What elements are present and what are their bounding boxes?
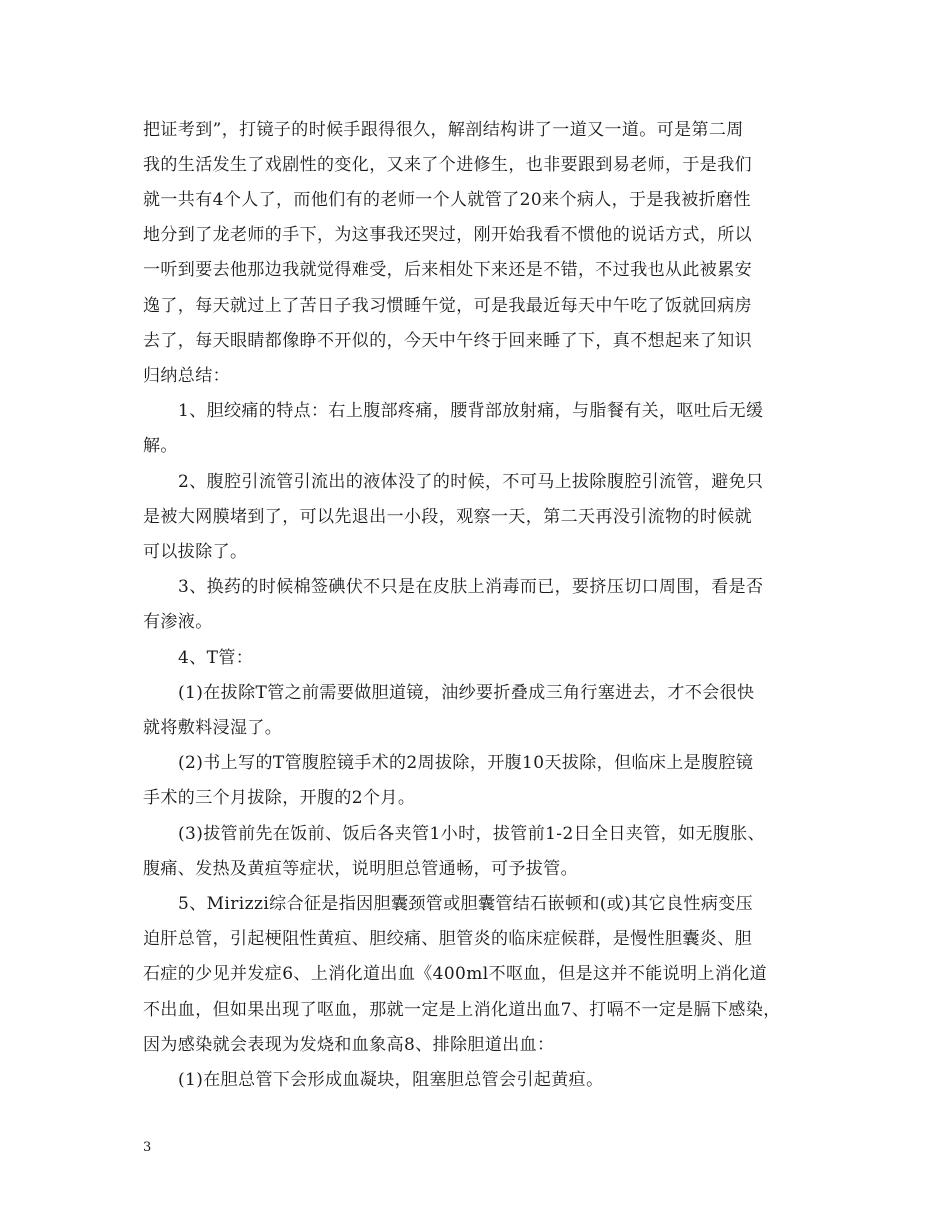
- text-line: 手术的三个月拔除，开腹的2个月。: [143, 788, 416, 808]
- text-line: 就将敷料浸湿了。: [143, 718, 283, 738]
- text-line: 是被大网膜堵到了，可以先退出一小段，观察一天，第二天再没引流物的时候就: [143, 507, 752, 527]
- list-item-4: 4、T管：: [178, 648, 254, 668]
- list-item-1: 1、胆绞痛的特点：右上腹部疼痛，腰背部放射痛，与脂餐有关，呕吐后无缓: [178, 401, 764, 421]
- sub-item-2: (2)书上写的T管腹腔镜手术的2周拔除，开腹10天拔除，但临床上是腹腔镜: [178, 753, 754, 773]
- page-number: 3: [143, 1140, 152, 1155]
- text-line: 解。: [143, 436, 178, 456]
- list-item-2: 2、腹腔引流管引流出的液体没了的时候，不可马上拔除腹腔引流管，避免只: [178, 472, 764, 492]
- text-line: 去了，每天眼睛都像睁不开似的，今天中午终于回来睡了下，真不想起来了知识: [143, 331, 752, 351]
- text-line: 一听到要去他那边我就觉得难受，后来相处下来还是不错，不过我也从此被累安: [143, 260, 752, 280]
- list-item-3: 3、换药的时候棉签碘伏不只是在皮肤上消毒而已，要挤压切口周围，看是否: [178, 577, 764, 597]
- sub-item-1-bleeding: (1)在胆总管下会形成血凝块，阻塞胆总管会引起黄疸。: [178, 1070, 604, 1090]
- list-item-5: 5、Mirizzi综合征是指因胆囊颈管或胆囊管结石嵌顿和(或)其它良性病变压: [178, 894, 754, 914]
- sub-item-1: (1)在拔除T管之前需要做胆道镜，油纱要折叠成三角行塞进去，才不会很快: [178, 683, 755, 703]
- text-line: 归纳总结：: [143, 366, 230, 386]
- text-line: 腹痛、发热及黄疸等症状，说明胆总管通畅，可予拔管。: [143, 859, 578, 879]
- text-line: 把证考到”，打镜子的时候手跟得很久，解剖结构讲了一道又一道。可是第二周: [143, 120, 744, 140]
- text-line: 因为感染就会表现为发烧和血象高8、排除胆道出血：: [143, 1035, 555, 1055]
- text-line: 迫肝总管，引起梗阻性黄疸、胆绞痛、胆管炎的临床症候群，是慢性胆囊炎、胆: [143, 929, 752, 949]
- text-line: 逸了，每天就过上了苦日子我习惯睡午觉，可是我最近每天中午吃了饭就回病房: [143, 296, 752, 316]
- sub-item-3: (3)拔管前先在饭前、饭后各夹管1小时，拔管前1-2日全日夹管，如无腹胀、: [178, 824, 766, 844]
- text-line: 就一共有4个人了，而他们有的老师一个人就管了20来个病人，于是我被折磨性: [143, 190, 751, 210]
- text-line: 有渗液。: [143, 612, 213, 632]
- text-line: 可以拔除了。: [143, 542, 248, 562]
- text-line: 地分到了龙老师的手下，为这事我还哭过，刚开始我看不惯他的说话方式，所以: [143, 225, 752, 245]
- text-line: 不出血，但如果出现了呕血，那就一定是上消化道出血7、打嗝不一定是膈下感染，: [143, 1000, 781, 1020]
- text-line: 我的生活发生了戏剧性的变化，又来了个进修生，也非要跟到易老师，于是我们: [143, 155, 752, 175]
- text-line: 石症的少见并发症6、上消化道出血《400ml不呕血，但是这并不能说明上消化道: [143, 964, 768, 984]
